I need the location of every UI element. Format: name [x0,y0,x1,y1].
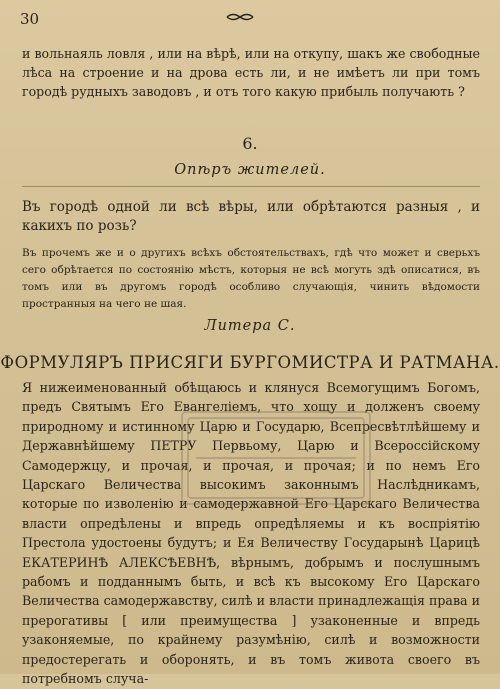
question-text: Въ городѣ одной ли всѣ вѣры, или обрѣтаются разныя , и какихъ по розь? [22,199,480,234]
section-heading: Опѣръ жителей. [174,162,326,178]
paragraph-1: и вольнаяль ловля , или на вѣрѣ, или на откупу, шакъ же свободные лѣса на строение и на дрова есть ли, и не имѣетъ ли при томъ городѣ рудныхъ заводовъ , и отъ того какую прибыль получають ? [22,46,480,99]
form-title: ФОРМУЛЯРЪ ПРИСЯГИ БУРГОМИСТРА И РАТМАНА. [0,353,500,372]
oath-text: Я нижеименованный обѣщаюсь и клянуся Всемогущимъ Богомъ, предъ Святымъ Его Евангеліемъ, что хощу и долженъ своему природному и истинному Царю и Государю, Всепресвѣтлѣйшему и Державнѣйшему ПЕТРУ Первьому, Царю и Всероссійскому Самодержцу, и прочая, и прочая, и прочая; и по немъ Его Царскаго Величества высокимъ законнымъ Наслѣдникамъ, которые по изволенію и самодержавной Его Царскаго Величества власти опредѣлены и впредь опредѣляемы и къ воспріятію Престола удостоены будутъ; и Ея Величеству Государынѣ Царицѣ ЕКАТЕРИНѢ АЛЕКСѢЕВНѢ, вѣрнымъ, добрымъ и послушнымъ рабомъ и подданнымъ быть, и всѣ къ высокому Его Царскаго Величества самодержавству, силѣ и власти принадлежащія права и прерогативы [ или преимущества ] узаконенные и впредь узаконяемые, по крайнему разумѣнію, силѣ и возможности предостерегать и оборонять, и въ томъ живота своего въ потребномъ случа- [22,380,480,687]
small-print-note: Въ прочемъ же и о другихъ всѣхъ обстоятельствахъ, гдѣ что может и сверьхъ сего обрѣтается по состоянію мѣстъ, которыя не всѣ могуть здѣ описатися, въ томъ или въ другомъ городѣ особливо случающія, чинить вѣдомости пространныя на чего не шая. [22,247,480,310]
archive-stamp [176,408,376,508]
page-number: 30 [20,10,40,28]
page-header [0,8,500,30]
divider-1 [22,186,480,187]
section-number: 6. [242,134,258,153]
header-ornament [226,12,254,22]
letter-heading: Литера С. [204,318,296,334]
